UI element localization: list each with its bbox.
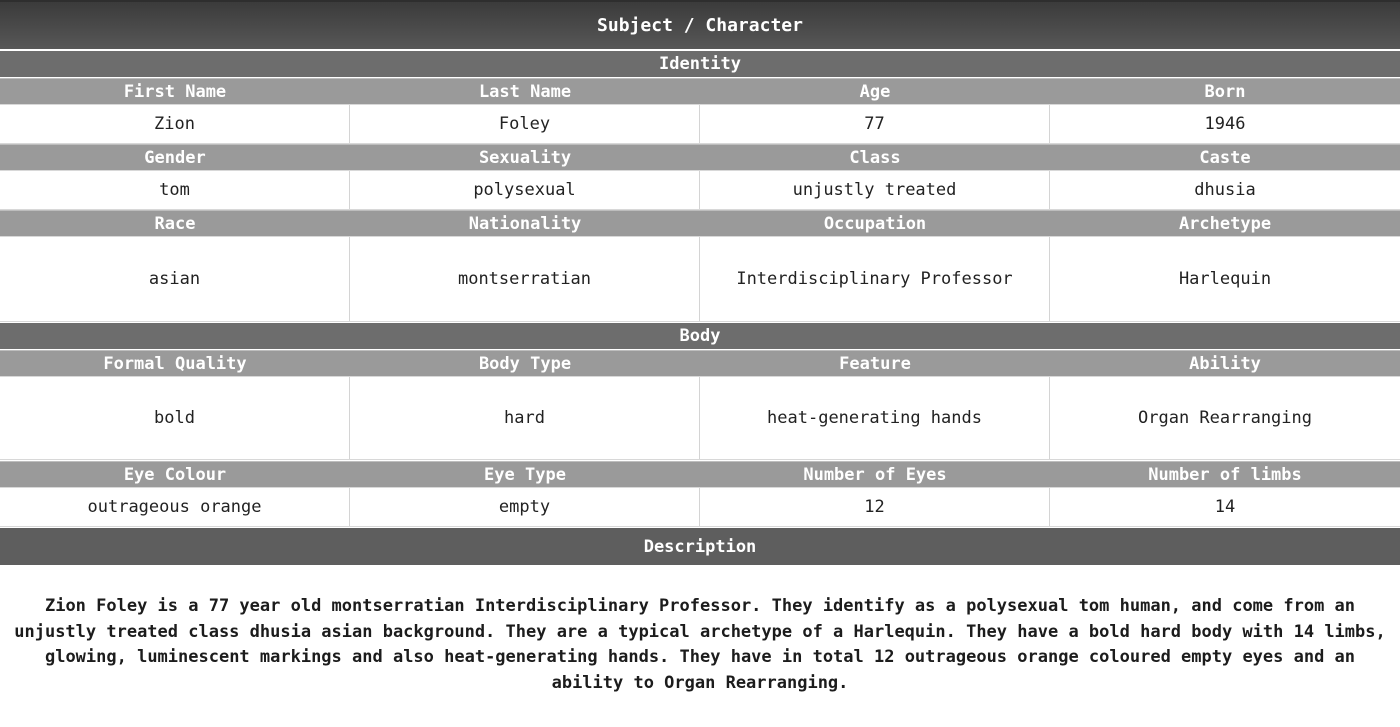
label-ability: Ability [1189, 353, 1261, 374]
value-body-type: hard [350, 377, 700, 459]
label-caste: Caste [1199, 147, 1251, 168]
label-eye-colour: Eye Colour [123, 464, 227, 485]
value-number-of-limbs: 14 [1214, 497, 1236, 517]
label-age: Age [859, 81, 891, 102]
value-number-of-eyes: 12 [700, 488, 1050, 526]
identity-header-row-2 [0, 144, 1400, 170]
label-feature: Feature [839, 353, 911, 374]
value-sexuality: polysexual [350, 171, 700, 209]
label-body-type: Body Type [478, 353, 572, 374]
value-eye-type: empty [350, 488, 700, 526]
identity-header-row-1 [0, 78, 1400, 104]
label-eye-type: Eye Type [484, 464, 566, 485]
label-gender: Gender [144, 147, 206, 168]
page-title: Subject / Character [0, 0, 1400, 49]
value-last-name: Foley [350, 105, 700, 143]
label-number-of-limbs: Number of limbs [1148, 464, 1302, 485]
value-feature: heat-generating hands [700, 377, 1050, 459]
label-last-name: Last Name [478, 81, 572, 102]
label-class: Class [849, 147, 901, 168]
body-header-row-2 [0, 461, 1400, 487]
value-born: 1946 [1204, 114, 1246, 134]
label-nationality: Nationality [468, 213, 582, 234]
label-born: Born [1204, 81, 1246, 102]
identity-value-row-2 [0, 170, 1400, 210]
value-age: 77 [700, 105, 1050, 143]
label-race: Race [154, 213, 196, 234]
label-sexuality: Sexuality [478, 147, 572, 168]
description-text: Zion Foley is a 77 year old montserratian Interdisciplinary Professor. They identify as a polysexual tom human, and come from an unjustly treated class dhusia asian background. They are a typical archetype of a Harlequin. They have a bold hard body with 14 limbs, glowing, luminescent markings and also heat-generating hands. They have in total 12 outrageous orange coloured empty eyes and an ability to Organ Rearranging. [14, 596, 1386, 693]
value-race: asian [0, 237, 350, 321]
value-eye-colour: outrageous orange [0, 488, 350, 526]
description-section-heading: Description [0, 528, 1400, 565]
value-nationality: montserratian [350, 237, 700, 321]
body-value-row-2 [0, 487, 1400, 527]
label-occupation: Occupation [823, 213, 927, 234]
label-archetype: Archetype [1178, 213, 1272, 234]
label-formal-quality: Formal Quality [103, 353, 247, 374]
value-formal-quality: bold [0, 377, 350, 459]
identity-value-row-1 [0, 104, 1400, 144]
body-value-row-1 [0, 376, 1400, 460]
value-first-name: Zion [0, 105, 350, 143]
value-archetype: Harlequin [1178, 269, 1272, 289]
body-section-heading: Body [0, 323, 1400, 349]
value-occupation: Interdisciplinary Professor [700, 237, 1050, 321]
value-ability: Organ Rearranging [1138, 408, 1312, 428]
value-caste: dhusia [1194, 180, 1256, 200]
label-first-name: First Name [123, 81, 227, 102]
body-header-row-1 [0, 350, 1400, 376]
identity-header-row-3 [0, 210, 1400, 236]
identity-section-heading: Identity [0, 51, 1400, 77]
value-class: unjustly treated [700, 171, 1050, 209]
identity-value-row-3 [0, 236, 1400, 322]
label-number-of-eyes: Number of Eyes [803, 464, 947, 485]
value-gender: tom [0, 171, 350, 209]
